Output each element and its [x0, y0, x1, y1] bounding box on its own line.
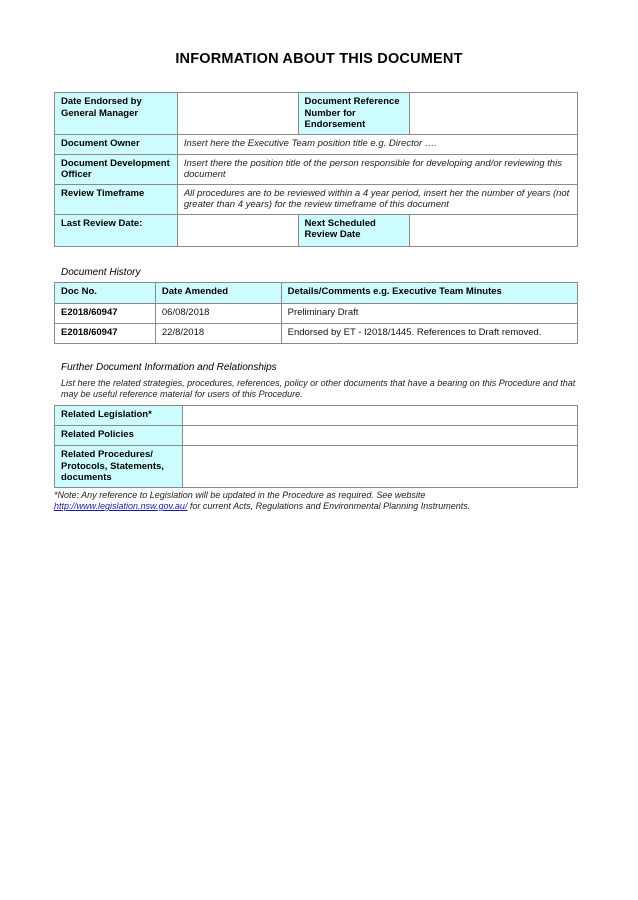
further-intro: List here the related strategies, procedures, references, policy or other documents that have a bearing on this Procedure and that may be useful reference material for users of this Procedure.	[61, 378, 576, 399]
history-cell: 22/8/2018	[155, 324, 281, 344]
related-legislation-value	[182, 406, 577, 426]
owner-label: Document Owner	[55, 134, 178, 154]
note-suffix: for current Acts, Regulations and Environmental Planning Instruments.	[187, 501, 471, 511]
history-cell: Endorsed by ET - I2018/1445. References to Draft removed.	[281, 324, 577, 344]
endorsed-label: Date Endorsed by General Manager	[55, 93, 178, 135]
table-row	[55, 304, 578, 324]
document-info-table	[54, 92, 578, 247]
related-legislation-label: Related Legislation*	[55, 406, 183, 426]
review-value: All procedures are to be reviewed within a 4 year period, insert her the number of years (not greater than 4 years) for the review timeframe of this document	[177, 184, 577, 214]
further-heading: Further Document Information and Relationships	[61, 362, 277, 373]
history-header: Doc No.	[55, 283, 156, 304]
related-policies-label: Related Policies	[55, 426, 183, 446]
owner-value: Insert here the Executive Team position title e.g. Director ….	[177, 134, 577, 154]
docref-label: Document Reference Number for Endorsement	[298, 93, 410, 135]
history-cell: 06/08/2018	[155, 304, 281, 324]
docref-value	[410, 93, 578, 135]
history-heading: Document History	[61, 267, 141, 278]
legislation-link[interactable]: http://www.legislation.nsw.gov.au/	[54, 501, 188, 511]
related-docs-table	[54, 405, 578, 488]
history-header: Details/Comments e.g. Executive Team Minutes	[281, 283, 577, 304]
history-cell: Preliminary Draft	[281, 304, 577, 324]
history-cell: E2018/60947	[55, 324, 156, 344]
endorsed-value	[177, 93, 298, 135]
table-row	[55, 324, 578, 344]
next-review-value	[410, 214, 578, 246]
note-prefix: *Note: Any reference to Legislation will be updated in the Procedure as required. See website	[54, 490, 426, 500]
last-review-label: Last Review Date:	[55, 214, 178, 246]
last-review-value	[177, 214, 298, 246]
related-procedures-value	[182, 446, 577, 488]
legislation-note	[54, 490, 584, 512]
page-title: INFORMATION ABOUT THIS DOCUMENT	[175, 51, 463, 67]
next-review-label: Next Scheduled Review Date	[298, 214, 410, 246]
dev-officer-label: Document Development Officer	[55, 154, 178, 184]
related-procedures-label: Related Procedures/ Protocols, Statements, documents	[55, 446, 183, 488]
history-cell: E2018/60947	[55, 304, 156, 324]
history-table	[54, 282, 578, 344]
history-header: Date Amended	[155, 283, 281, 304]
related-policies-value	[182, 426, 577, 446]
review-label: Review Timeframe	[55, 184, 178, 214]
dev-officer-value: Insert there the position title of the person responsible for developing and/or reviewing this document	[177, 154, 577, 184]
